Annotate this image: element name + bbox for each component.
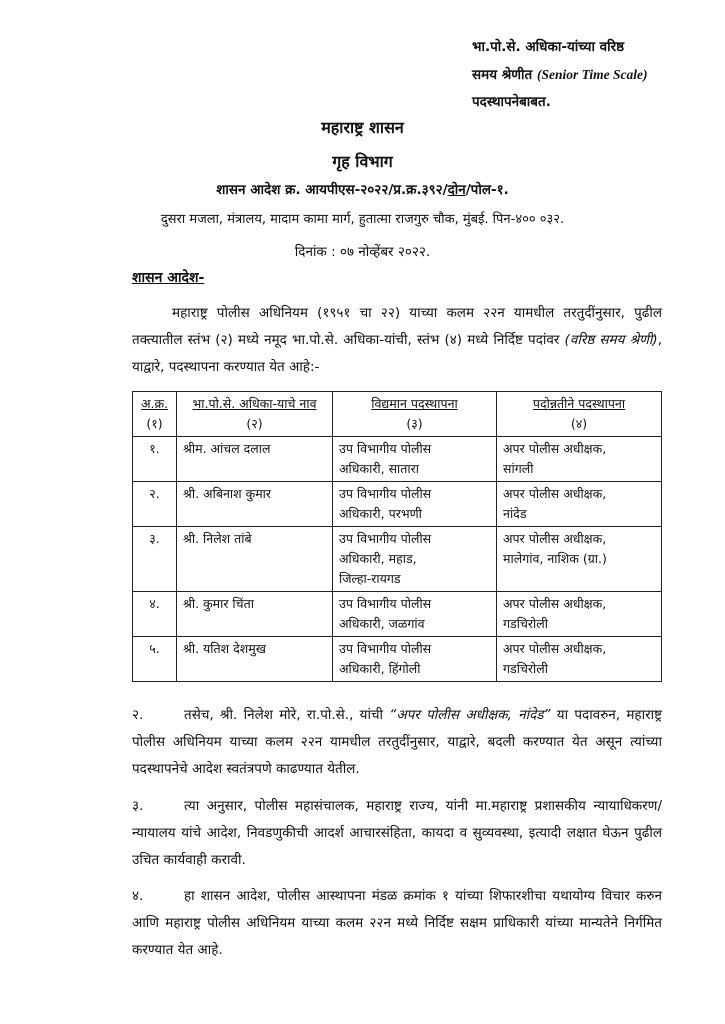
order-number-suffix: /पोल-१. bbox=[465, 182, 509, 198]
paragraph-4-text: हा शासन आदेश, पोलीस आस्थापना मंडळ क्रमांक १ यांच्या शिफारशीचा यथायोग्य विचार करुन आणि महाराष्ट्र पोलीस अधिनियम याच्या कलम २२न मध्ये निर्दिष्ट सक्षम प्राधिकारी यांच्या मान्यतेने निर्गमित करण्यात येत आहे. bbox=[132, 888, 662, 958]
table-row bbox=[133, 637, 662, 682]
government-title: महाराष्ट्र शासन bbox=[321, 118, 404, 137]
subject-line-2-marathi: समय श्रेणीत bbox=[472, 67, 537, 83]
subject-block bbox=[472, 34, 647, 116]
order-number-prefix: शासन आदेश क्र. आयपीएस-२०२२/प्र.क्र.३९२/ bbox=[216, 182, 448, 198]
paragraph-3-number: ३. bbox=[132, 798, 144, 814]
subject-line-3: पदस्थापनेबाबत. bbox=[472, 94, 551, 110]
row-officer-name: श्री. निलेश तांबे bbox=[177, 527, 333, 592]
paragraph-2-text-b: या पदावरुन, महाराष्ट्र पोलीस अधिनियम याच्या कलम २२न यामधील तरतुदींनुसार, याद्वारे, बदली करण्यात येत असून त्यांच्या पदस्थापनेचे आदेश स्वतंत्रपणे काढण्यात येतील. bbox=[132, 707, 662, 777]
subject-line-2-english: (Senior Time Scale) bbox=[536, 67, 648, 82]
subject-line-1: भा.पो.से. अधिका-यांच्या वरिष्ठ bbox=[472, 39, 625, 55]
row-sr: ४. bbox=[133, 592, 177, 637]
header-promotion-posting: पदोन्नतीने पदस्थापना (४) bbox=[497, 392, 662, 437]
paragraph-2-italic: “अपर पोलीस अधीक्षक, नांदेड” bbox=[389, 707, 551, 723]
row-promotion-posting: अपर पोलीस अधीक्षक, गडचिरोली bbox=[497, 592, 662, 637]
paragraph-3 bbox=[132, 793, 662, 874]
row-sr: १. bbox=[133, 437, 177, 482]
order-number bbox=[0, 180, 725, 198]
paragraph-4 bbox=[132, 883, 662, 964]
department-title: गृह विभाग bbox=[332, 152, 393, 171]
row-current-posting: उप विभागीय पोलीस अधिकारी, जळगांव bbox=[333, 592, 497, 637]
paragraph-4-number: ४. bbox=[132, 888, 144, 904]
subject-line-2 bbox=[472, 61, 647, 89]
table-row bbox=[133, 482, 662, 527]
row-sr: २. bbox=[133, 482, 177, 527]
header-officer-name: भा.पो.से. अधिका-याचे नाव (२) bbox=[177, 392, 333, 437]
paragraph-1-italic: (वरिष्ठ समय श्रेणी) bbox=[564, 332, 658, 348]
paragraph-2-text-a: तसेच, श्री. निलेश मोरे, रा.पो.से., यांची bbox=[184, 707, 390, 723]
order-date: दिनांक : ०७ नोव्हेंबर २०२२. bbox=[294, 244, 431, 260]
table-row bbox=[133, 437, 662, 482]
table-header-row bbox=[133, 392, 662, 437]
row-sr: ५. bbox=[133, 637, 177, 682]
paragraph-2-number: २. bbox=[132, 707, 144, 723]
row-officer-name: श्री. कुमार चिंता bbox=[177, 592, 333, 637]
header-sr: अ.क्र. (१) bbox=[133, 392, 177, 437]
paragraph-3-text: त्या अनुसार, पोलीस महासंचालक, महाराष्ट्र राज्य, यांनी मा.महाराष्ट्र प्रशासकीय न्यायाधिकरण/न्यायालय यांचे आदेश, निवडणुकीची आदर्श आचारसंहिता, कायदा व सुव्यवस्था, इत्यादी लक्षात घेऊन पुढील उचित कार्यवाही करावी. bbox=[132, 798, 662, 868]
row-current-posting: उप विभागीय पोलीस अधिकारी, महाड, जिल्हा-रायगड bbox=[333, 527, 497, 592]
section-heading: शासन आदेश- bbox=[132, 270, 205, 286]
row-officer-name: श्रीम. आंचल दलाल bbox=[177, 437, 333, 482]
row-current-posting: उप विभागीय पोलीस अधिकारी, हिंगोली bbox=[333, 637, 497, 682]
paragraph-1 bbox=[132, 300, 662, 381]
row-sr: ३. bbox=[133, 527, 177, 592]
row-officer-name: श्री. अबिनाश कुमार bbox=[177, 482, 333, 527]
row-officer-name: श्री. यतिश देशमुख bbox=[177, 637, 333, 682]
paragraph-1-text-a: महाराष्ट्र पोलीस अधिनियम (१९५१ चा २२) याच्या कलम २२न यामधील तरतुदींनुसार, पुढील तक्त्यातील स्तंभ (२) मध्ये नमूद भा.पो.से. अधिका-यांची, स्तंभ (४) मध्ये निर्दिष्ट पदांवर bbox=[132, 305, 662, 348]
order-number-underlined: दोन bbox=[447, 182, 466, 198]
row-promotion-posting: अपर पोलीस अधीक्षक, मालेगांव, नाशिक (ग्रा.) bbox=[497, 527, 662, 592]
posting-table bbox=[132, 391, 662, 682]
row-current-posting: उप विभागीय पोलीस अधिकारी, परभणी bbox=[333, 482, 497, 527]
row-current-posting: उप विभागीय पोलीस अधिकारी, सातारा bbox=[333, 437, 497, 482]
row-promotion-posting: अपर पोलीस अधीक्षक, सांगली bbox=[497, 437, 662, 482]
paragraph-2 bbox=[132, 702, 662, 783]
row-promotion-posting: अपर पोलीस अधीक्षक, गडचिरोली bbox=[497, 637, 662, 682]
row-promotion-posting: अपर पोलीस अधीक्षक, नांदेड bbox=[497, 482, 662, 527]
office-address: दुसरा मजला, मंत्रालय, मादाम कामा मार्ग, हुतात्मा राजगुरु चौक, मुंबई. पिन-४०० ०३२. bbox=[160, 212, 565, 227]
table-row bbox=[133, 592, 662, 637]
header-current-posting: विद्यमान पदस्थापना (३) bbox=[333, 392, 497, 437]
paragraph-1-text-b: , याद्वारे, पदस्थापना करण्यात येत आहे:- bbox=[132, 332, 662, 375]
table-row bbox=[133, 527, 662, 592]
